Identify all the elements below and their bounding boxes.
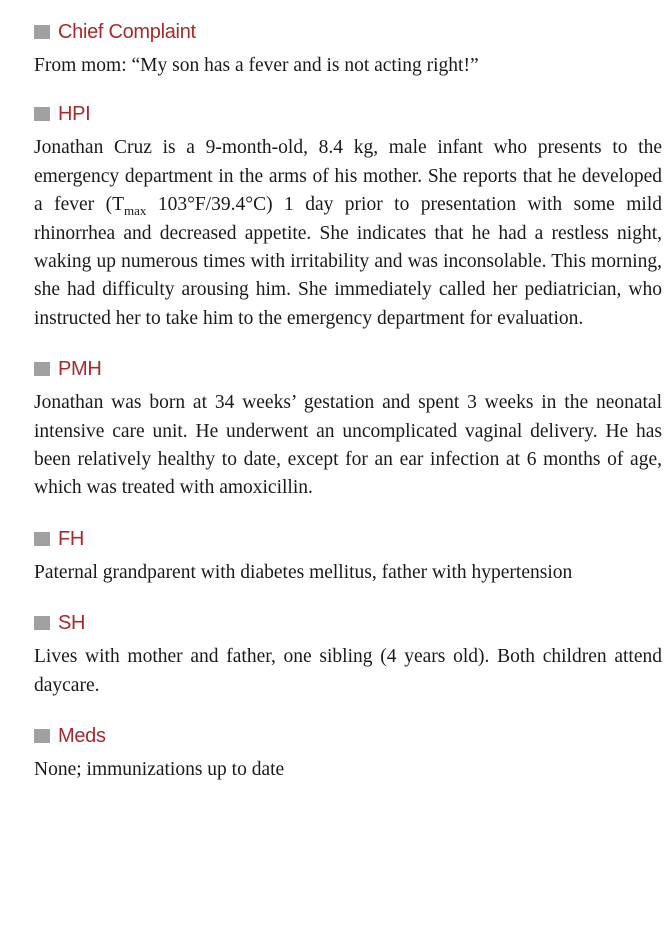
section-chief-complaint: [34, 18, 662, 80]
section-heading: [34, 525, 662, 553]
meds-text: None; immunizations up to date: [34, 759, 285, 781]
section-marker-icon: [34, 107, 50, 121]
section-marker-icon: [34, 532, 50, 546]
pmh-heading: PMH: [58, 358, 102, 381]
section-heading: [34, 18, 662, 46]
section-fh: [34, 525, 662, 587]
hpi-heading: HPI: [58, 103, 91, 126]
section-marker-icon: [34, 729, 50, 743]
case-document: [34, 18, 662, 785]
section-heading: [34, 722, 662, 750]
chief-complaint-text: From mom: “My son has a fever and is not acting right!”: [34, 55, 479, 76]
section-meds: [34, 722, 662, 784]
sh-text: Lives with mother and father, one sibling (4 years old). Both children attend daycare.: [34, 646, 662, 696]
section-sh: [34, 609, 662, 700]
hpi-subscript: max: [124, 203, 147, 219]
chief-complaint-heading: Chief Complaint: [58, 21, 196, 43]
section-marker-icon: [34, 25, 50, 39]
pmh-text: Jonathan was born at 34 weeks’ gestation and spent 3 weeks in the neonatal intensive care unit. He underwent an uncomplicated vaginal delivery. He has been relatively healthy to date, except for an ear infection at 6 months of age, which was treated with amoxicillin.: [34, 392, 662, 499]
section-heading: [34, 100, 662, 128]
hpi-text-part-1: Jonathan Cruz is a 9-month-old, 8.4 kg, male infant who presents to the emergency department in the arms of his mother. She reports that he developed a fever (T: [34, 137, 662, 216]
fh-heading: FH: [58, 527, 85, 550]
section-heading: [34, 355, 662, 383]
hpi-text: [34, 134, 662, 333]
hpi-text-part-2: 103°F/39.4°C) 1 day prior to presentation with some mild rhinorrhea and decreased appetite. She indicates that he had a restless night, waking up numerous times with irritability and was inconsolable. This morning, she had difficulty arousing him. She immediately called her pediatrician, who instructed her to take him to the emergency department for evaluation.: [34, 194, 662, 329]
section-heading: [34, 609, 662, 637]
sh-heading: SH: [58, 612, 86, 635]
section-marker-icon: [34, 616, 50, 630]
section-hpi: [34, 100, 662, 333]
meds-heading: Meds: [58, 725, 106, 748]
fh-text: Paternal grandparent with diabetes mellitus, father with hypertension: [34, 561, 573, 583]
section-pmh: [34, 355, 662, 503]
section-marker-icon: [34, 362, 50, 376]
